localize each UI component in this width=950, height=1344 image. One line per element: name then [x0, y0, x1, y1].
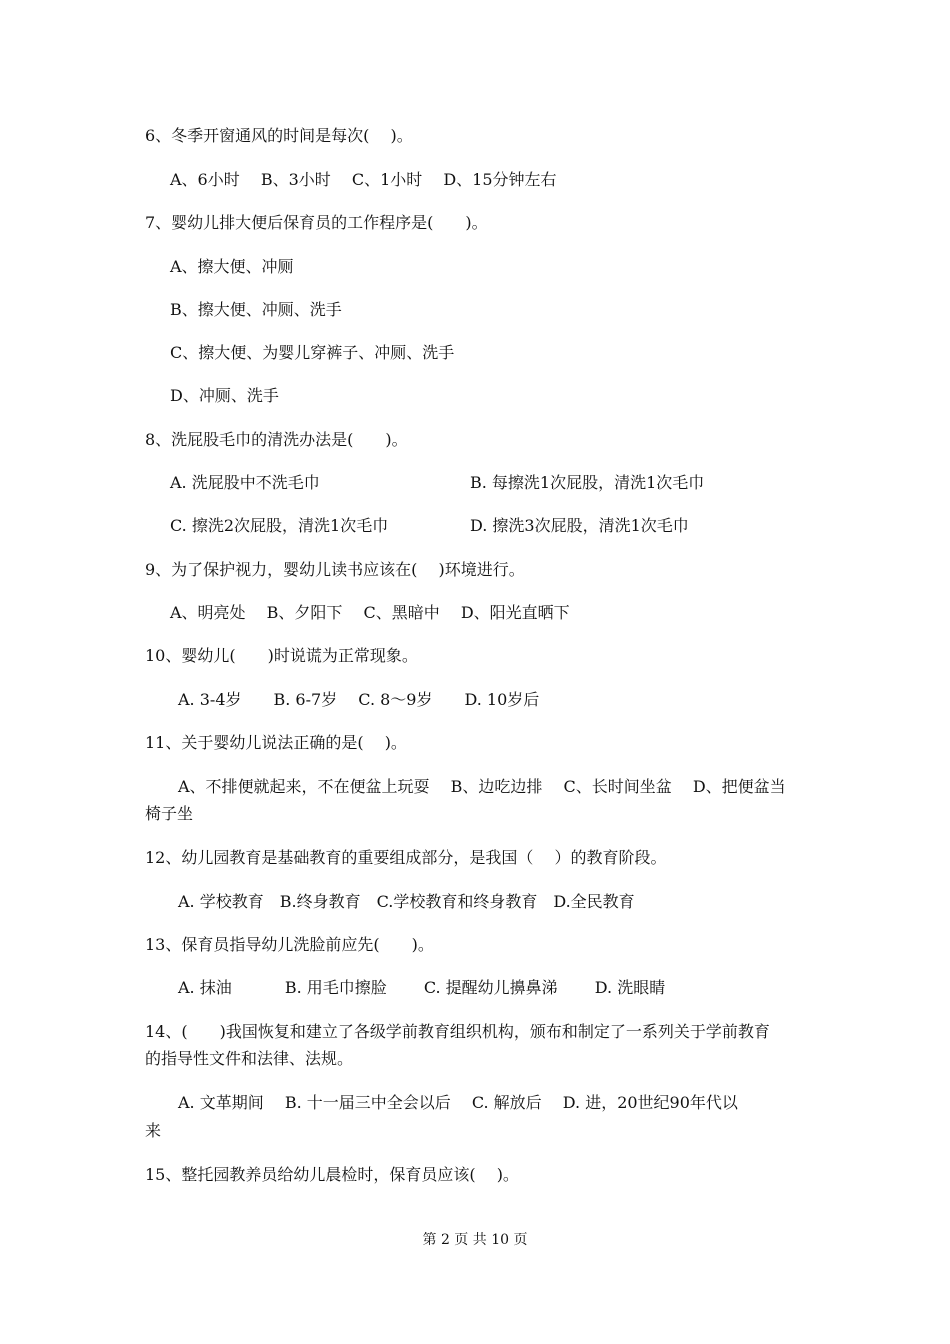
question-8-option-b: B. 每擦洗1次屁股，清洗1次毛巾: [470, 473, 705, 492]
question-11-options-cont: 椅子坐: [145, 804, 194, 823]
question-7-option-d: D、冲厕、洗手: [170, 386, 279, 405]
question-13: 13、保育员指导幼儿洗脸前应先( )。: [145, 935, 434, 954]
question-7-option-b: B、擦大便、冲厕、洗手: [170, 300, 342, 319]
question-13-options: A. 抹油 B. 用毛巾擦脸 C. 提醒幼儿擤鼻涕 D. 洗眼睛: [178, 978, 666, 997]
question-8-option-d: D. 擦洗3次屁股，清洗1次毛巾: [470, 516, 689, 535]
question-12: 12、幼儿园教育是基础教育的重要组成部分，是我国（ ）的教育阶段。: [145, 848, 667, 867]
question-10: 10、婴幼儿( )时说谎为正常现象。: [145, 646, 418, 665]
question-14-cont: 的指导性文件和法律、法规。: [145, 1049, 354, 1068]
question-8-option-c: C. 擦洗2次屁股，清洗1次毛巾: [170, 516, 389, 535]
question-10-options: A. 3-4岁 B. 6-7岁 C. 8～9岁 D. 10岁后: [178, 690, 540, 709]
question-12-options: A. 学校教育 B.终身教育 C.学校教育和终身教育 D.全民教育: [178, 892, 635, 911]
question-7-option-a: A、擦大便、冲厕: [170, 257, 294, 276]
question-15: 15、整托园教养员给幼儿晨检时，保育员应该( )。: [145, 1165, 519, 1184]
question-6: 6、冬季开窗通风的时间是每次( )。: [145, 126, 413, 145]
question-8: 8、洗屁股毛巾的清洗办法是( )。: [145, 430, 408, 449]
question-11-options: A、不排便就起来，不在便盆上玩耍 B、边吃边排 C、长时间坐盆 D、把便盆当: [178, 777, 786, 796]
question-9-options: A、明亮处 B、夕阳下 C、黑暗中 D、阳光直晒下: [170, 603, 570, 622]
question-7-option-c: C、擦大便、为婴儿穿裤子、冲厕、洗手: [170, 343, 455, 362]
page-number: 第 2 页 共 10 页: [422, 1232, 528, 1248]
question-11: 11、关于婴幼儿说法正确的是( )。: [145, 733, 407, 752]
question-14-options: A. 文革期间 B. 十一届三中全会以后 C. 解放后 D. 进，20世纪90年代以: [178, 1093, 738, 1112]
question-9: 9、为了保护视力，婴幼儿读书应该在( )环境进行。: [145, 560, 525, 579]
question-8-option-a: A. 洗屁股中不洗毛巾: [170, 473, 320, 492]
question-14-options-cont: 来: [145, 1121, 162, 1140]
question-14: 14、( )我国恢复和建立了各级学前教育组织机构，颁布和制定了一系列关于学前教育: [145, 1022, 770, 1041]
question-6-options: A、6小时 B、3小时 C、1小时 D、15分钟左右: [170, 170, 557, 189]
question-7: 7、婴幼儿排大便后保育员的工作程序是( )。: [145, 213, 488, 232]
